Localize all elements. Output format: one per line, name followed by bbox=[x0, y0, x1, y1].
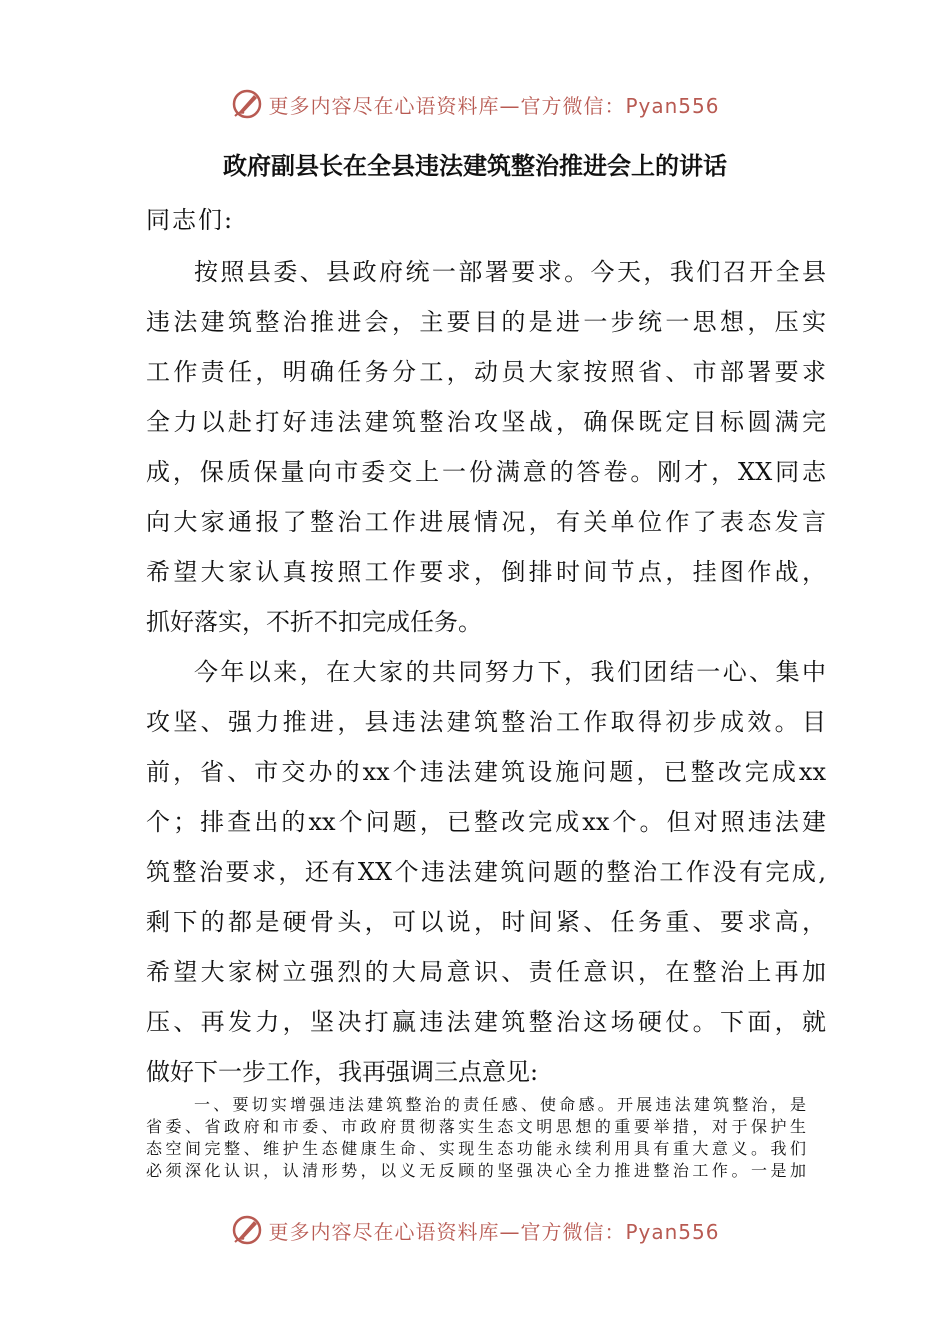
paragraph-line: 筑整治要求，还有XX个违法建筑问题的整治工作没有完成, bbox=[146, 858, 826, 886]
paragraph-line: 抓好落实，不折不扣完成任务。 bbox=[146, 608, 482, 636]
paragraph-line: 态空间完整、维护生态健康生命、实现生态功能永续利用具有重大意义。我们 bbox=[146, 1139, 806, 1158]
top-watermark-banner bbox=[0, 84, 950, 124]
paragraph-line: 工作责任，明确任务分工，动员大家按照省、市部署要求 bbox=[146, 358, 826, 386]
paragraph-line: 攻坚、强力推进，县违法建筑整治工作取得初步成效。目 bbox=[146, 708, 826, 736]
watermark-text: 更多内容尽在心语资料库—官方微信：Pyan556 bbox=[268, 1219, 720, 1244]
paragraph-line: 一、要切实增强违法建筑整治的责任感、使命感。开展违法建筑整治，是 bbox=[194, 1095, 806, 1114]
section-one-text bbox=[146, 1094, 806, 1182]
paragraph-line: 违法建筑整治推进会，主要目的是进一步统一思想，压实 bbox=[146, 308, 826, 336]
speech-body bbox=[146, 252, 826, 1102]
paragraph-line: 压、再发力，坚决打赢违法建筑整治这场硬仗。下面，就 bbox=[146, 1008, 826, 1036]
paragraph-line: 全力以赴打好违法建筑整治攻坚战，确保既定目标圆满完 bbox=[146, 408, 826, 436]
paragraph-line: 成，保质保量向市委交上一份满意的答卷。刚才，XX同志 bbox=[146, 458, 826, 486]
watermark-text: 更多内容尽在心语资料库—官方微信：Pyan556 bbox=[268, 93, 720, 118]
paragraph-line: 按照县委、县政府统一部署要求。今天，我们召开全县 bbox=[194, 258, 826, 286]
paragraph-line: 剩下的都是硬骨头，可以说，时间紧、任务重、要求高， bbox=[146, 908, 826, 936]
paragraph-line: 个；排查出的xx个问题，已整改完成xx个。但对照违法建 bbox=[146, 808, 826, 836]
pen-circle-icon bbox=[230, 87, 264, 121]
bottom-watermark-banner bbox=[0, 1210, 950, 1250]
paragraph-line: 希望大家认真按照工作要求，倒排时间节点，挂图作战， bbox=[146, 558, 826, 586]
greeting: 同志们: bbox=[146, 206, 235, 234]
paragraph-line: 向大家通报了整治工作进展情况，有关单位作了表态发言 bbox=[146, 508, 826, 536]
paragraph-line: 希望大家树立强烈的大局意识、责任意识，在整治上再加 bbox=[146, 958, 826, 986]
paragraph-line: 省委、省政府和市委、市政府贯彻落实生态文明思想的重要举措，对于保护生 bbox=[146, 1117, 806, 1136]
pen-circle-icon bbox=[230, 1213, 264, 1247]
paragraph-line: 做好下一步工作，我再强调三点意见: bbox=[146, 1058, 539, 1086]
paragraph-line: 今年以来，在大家的共同努力下，我们团结一心、集中 bbox=[194, 658, 826, 686]
document-title: 政府副县长在全县违法建筑整治推进会上的讲话 bbox=[223, 151, 727, 180]
paragraph-line: 必须深化认识，认清形势，以义无反顾的坚强决心全力推进整治工作。一是加 bbox=[146, 1161, 806, 1180]
paragraph-line: 前，省、市交办的xx个违法建筑设施问题，已整改完成xx bbox=[146, 758, 826, 786]
